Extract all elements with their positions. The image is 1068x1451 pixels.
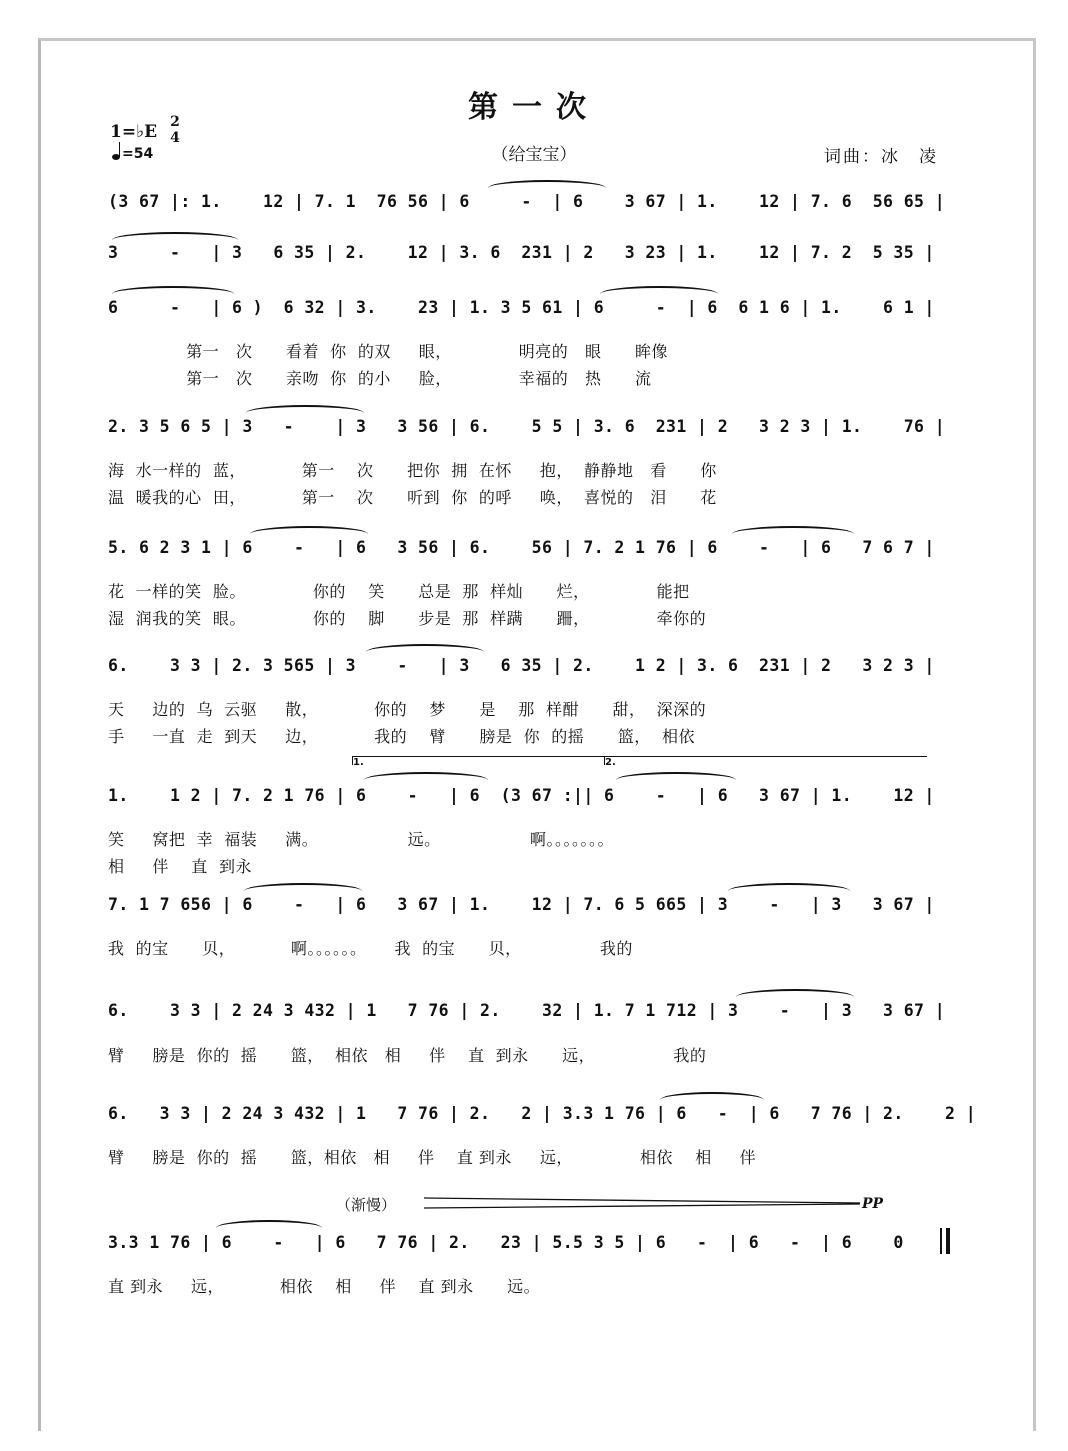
tempo-value: =54	[122, 146, 154, 162]
tie	[112, 232, 238, 248]
tie	[616, 772, 736, 788]
lyric-row-6-verse-1: 天 边的 乌 云驱 散， 你的 梦 是 那 样酣 甜， 深深的	[108, 700, 707, 719]
notation-row-10: 6. 3 3 | 2 24 3 432 | 1 7 76 | 2. 2 | 3.3 1 76 | 6 - | 6 7 76 | 2. 2 |	[108, 1104, 977, 1123]
lyric-row-4-verse-2: 温 暖我的心 田， 第一 次 听到 你 的呼 唤， 喜悦的 泪 花	[108, 488, 717, 507]
notation-row-7: 1. 1 2 | 7. 2 1 76 | 6 - | 6 (3 67 :|| 6 - | 6 3 67 | 1. 12 |	[108, 786, 935, 805]
notation-row-8: 7. 1 7 656 | 6 - | 6 3 67 | 1. 12 | 7. 6 5 665 | 3 - | 3 3 67 |	[108, 895, 935, 914]
notation-row-3: 6 - | 6 ) 6 32 | 3. 23 | 1. 3 5 61 | 6 - | 6 6 1 6 | 1. 6 1 |	[108, 298, 935, 317]
tie	[364, 772, 488, 788]
tie	[728, 883, 850, 899]
tie	[244, 883, 362, 899]
notation-row-5: 5. 6 2 3 1 | 6 - | 6 3 56 | 6. 56 | 7. 2 1 76 | 6 - | 6 7 6 7 |	[108, 538, 935, 557]
tie	[250, 526, 368, 542]
lyric-row-5-verse-1: 花 一样的笑 脸。 你的 笑 总是 那 样灿 烂， 能把	[108, 582, 690, 601]
tempo-change-marking: （渐慢）	[336, 1196, 397, 1214]
lyric-row-9: 臂 膀是 你的 摇 篮， 相依 相 伴 直 到永 远， 我的	[108, 1046, 707, 1065]
song-credit: 词曲：冰 凌	[824, 147, 938, 167]
tie	[246, 405, 364, 421]
tie	[600, 286, 718, 302]
time-signature-top: 2	[170, 114, 180, 130]
volta-second-ending: 2.	[604, 756, 927, 765]
tempo-marking	[112, 146, 153, 162]
volta-first-ending: 1.	[352, 756, 605, 765]
tie	[736, 989, 854, 1005]
time-signature	[166, 114, 184, 146]
notation-row-6: 6. 3 3 | 2. 3 565 | 3 - | 3 6 35 | 2. 1 2 | 3. 6 231 | 2 3 2 3 |	[108, 656, 935, 675]
key-signature: 1=♭E	[110, 122, 158, 142]
quarter-note-icon	[112, 154, 120, 160]
lyric-row-8: 我 的宝 贝， 啊。。。。。。 我 的宝 贝， 我的	[108, 939, 633, 958]
lyric-row-7-verse-2: 相 伴 直 到永	[108, 857, 252, 876]
notation-row-4: 2. 3 5 6 5 | 3 - | 3 3 56 | 6. 5 5 | 3. 6 231 | 2 3 2 3 | 1. 76 |	[108, 417, 946, 436]
notation-row-9: 6. 3 3 | 2 24 3 432 | 1 7 76 | 2. 32 | 1. 7 1 712 | 3 - | 3 3 67 |	[108, 1001, 946, 1020]
final-barline-thick	[946, 1228, 950, 1254]
tie	[732, 526, 854, 542]
tie	[112, 286, 234, 302]
tie	[216, 1220, 322, 1236]
lyric-row-6-verse-2: 手 一直 走 到天 边， 我的 臂 膀是 你 的摇 篮， 相依	[108, 727, 695, 746]
notation-row-11: 3.3 1 76 | 6 - | 6 7 76 | 2. 23 | 5.5 3 5 | 6 - | 6 - | 6 0	[108, 1233, 904, 1252]
lyric-row-3-verse-1: 第一 次 看着 你 的双 眼， 明亮的 眼 眸像	[108, 342, 669, 361]
song-subtitle: （给宝宝）	[491, 145, 577, 165]
lyric-row-4-verse-1: 海 水一样的 蓝， 第一 次 把你 拥 在怀 抱， 静静地 看 你	[108, 461, 717, 480]
lyric-row-10: 臂 膀是 你的 摇 篮，相依 相 伴 直 到永 远， 相依 相 伴	[108, 1148, 757, 1167]
pianissimo-marking: PP	[862, 1196, 884, 1212]
tie	[488, 180, 606, 196]
song-title: 第一次	[468, 90, 600, 125]
lyric-row-7-verse-1: 笑 窝把 幸 福装 满。 远。 啊。。。。。。。	[108, 830, 614, 849]
tie	[660, 1092, 764, 1108]
final-barline-thin	[940, 1228, 942, 1254]
tie	[366, 644, 484, 660]
time-signature-bottom: 4	[170, 130, 180, 146]
notation-row-1: (3 67 |: 1. 12 | 7. 1 76 56 | 6 - | 6 3 67 | 1. 12 | 7. 6 56 65 |	[108, 192, 946, 211]
lyric-row-3-verse-2: 第一 次 亲吻 你 的小 脸， 幸福的 热 流	[108, 369, 652, 388]
lyric-row-5-verse-2: 湿 润我的笑 眼。 你的 脚 步是 那 样蹒 跚， 牵你的	[108, 609, 707, 628]
decrescendo-hairpin	[424, 1196, 864, 1212]
lyric-row-11: 直 到永 远， 相依 相 伴 直 到永 远。	[108, 1277, 541, 1296]
notation-row-2: 3 - | 3 6 35 | 2. 12 | 3. 6 231 | 2 3 23 | 1. 12 | 7. 2 5 35 |	[108, 243, 935, 262]
